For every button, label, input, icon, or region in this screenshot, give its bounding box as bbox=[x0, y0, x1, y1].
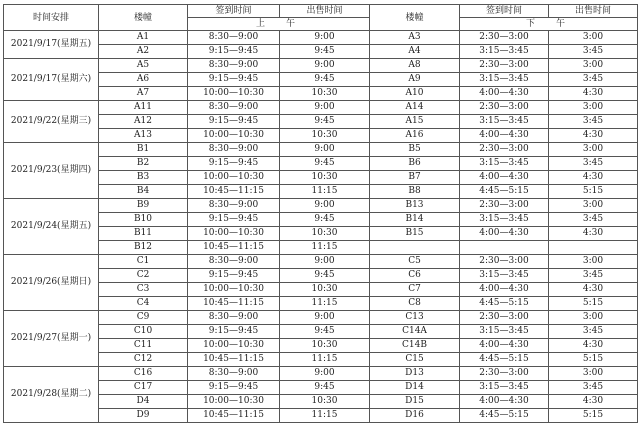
table-row bbox=[4, 185, 638, 199]
am-sale-time: 10:30 bbox=[280, 129, 370, 143]
pm-checkin-time: 4:45—5:15 bbox=[460, 409, 549, 423]
am-checkin-time: 9:15—9:45 bbox=[188, 325, 280, 339]
pm-sale-time: 5:15 bbox=[549, 297, 638, 311]
pm-sale-time: 5:15 bbox=[549, 185, 638, 199]
table-row bbox=[4, 73, 638, 87]
pm-building: D14 bbox=[370, 381, 460, 395]
pm-building: B5 bbox=[370, 143, 460, 157]
header-sale-pm: 出售时间 bbox=[549, 5, 638, 18]
pm-checkin-time: 2:30—3:00 bbox=[460, 101, 549, 115]
am-checkin-time: 8:30—9:00 bbox=[188, 101, 280, 115]
am-building: A13 bbox=[99, 129, 188, 143]
pm-building: A8 bbox=[370, 59, 460, 73]
pm-sale-time: 4:30 bbox=[549, 283, 638, 297]
am-checkin-time: 9:15—9:45 bbox=[188, 45, 280, 59]
am-building: D4 bbox=[99, 395, 188, 409]
date-cell: 2021/9/27(星期一) bbox=[4, 311, 99, 367]
header-building-am: 楼幢 bbox=[99, 5, 188, 31]
am-building: A12 bbox=[99, 115, 188, 129]
am-sale-time: 9:00 bbox=[280, 311, 370, 325]
am-building: C10 bbox=[99, 325, 188, 339]
pm-building: C15 bbox=[370, 353, 460, 367]
table-body bbox=[4, 31, 638, 423]
am-sale-time: 10:30 bbox=[280, 87, 370, 101]
pm-sale-time: 3:45 bbox=[549, 45, 638, 59]
am-building: C4 bbox=[99, 297, 188, 311]
date-cell: 2021/9/26(星期日) bbox=[4, 255, 99, 311]
pm-sale-time: 3:00 bbox=[549, 255, 638, 269]
header-building-pm: 楼幢 bbox=[370, 5, 460, 31]
am-sale-time: 9:45 bbox=[280, 73, 370, 87]
pm-building: A15 bbox=[370, 115, 460, 129]
pm-sale-time: 3:45 bbox=[549, 213, 638, 227]
am-building: A6 bbox=[99, 73, 188, 87]
pm-sale-time: 3:00 bbox=[549, 143, 638, 157]
am-checkin-time: 8:30—9:00 bbox=[188, 199, 280, 213]
am-sale-time: 9:45 bbox=[280, 381, 370, 395]
date-cell: 2021/9/23(星期四) bbox=[4, 143, 99, 199]
pm-sale-time: 4:30 bbox=[549, 227, 638, 241]
table-row bbox=[4, 129, 638, 143]
pm-building: B6 bbox=[370, 157, 460, 171]
pm-checkin-time: 3:15—3:45 bbox=[460, 381, 549, 395]
schedule-table bbox=[3, 4, 638, 423]
pm-checkin-time: 3:15—3:45 bbox=[460, 269, 549, 283]
am-sale-time: 9:00 bbox=[280, 199, 370, 213]
pm-building: A3 bbox=[370, 31, 460, 45]
pm-checkin-time: 4:45—5:15 bbox=[460, 353, 549, 367]
pm-sale-time: 5:15 bbox=[549, 409, 638, 423]
am-building: B1 bbox=[99, 143, 188, 157]
pm-sale-time: 3:00 bbox=[549, 31, 638, 45]
table-row bbox=[4, 143, 638, 157]
am-checkin-time: 10:00—10:30 bbox=[188, 171, 280, 185]
pm-sale-time: 5:15 bbox=[549, 353, 638, 367]
pm-checkin-time: 4:45—5:15 bbox=[460, 297, 549, 311]
pm-checkin-time: 2:30—3:00 bbox=[460, 255, 549, 269]
am-checkin-time: 9:15—9:45 bbox=[188, 115, 280, 129]
table-row bbox=[4, 199, 638, 213]
am-building: B2 bbox=[99, 157, 188, 171]
am-sale-time: 9:45 bbox=[280, 45, 370, 59]
pm-sale-time: 3:45 bbox=[549, 73, 638, 87]
pm-checkin-time: 4:00—4:30 bbox=[460, 339, 549, 353]
date-cell: 2021/9/24(星期五) bbox=[4, 199, 99, 255]
am-building: C12 bbox=[99, 353, 188, 367]
table-row bbox=[4, 409, 638, 423]
am-checkin-time: 10:45—11:15 bbox=[188, 353, 280, 367]
pm-checkin-time: 4:00—4:30 bbox=[460, 283, 549, 297]
table-header bbox=[4, 5, 638, 31]
am-checkin-time: 9:15—9:45 bbox=[188, 269, 280, 283]
table-row bbox=[4, 101, 638, 115]
am-sale-time: 10:30 bbox=[280, 339, 370, 353]
am-sale-time: 9:00 bbox=[280, 59, 370, 73]
header-morning: 上 午 bbox=[188, 18, 370, 31]
am-building: B12 bbox=[99, 241, 188, 255]
pm-sale-time: 3:45 bbox=[549, 115, 638, 129]
date-cell: 2021/9/22(星期三) bbox=[4, 101, 99, 143]
am-building: C2 bbox=[99, 269, 188, 283]
am-building: C3 bbox=[99, 283, 188, 297]
am-checkin-time: 8:30—9:00 bbox=[188, 311, 280, 325]
am-checkin-time: 8:30—9:00 bbox=[188, 367, 280, 381]
am-building: A5 bbox=[99, 59, 188, 73]
am-checkin-time: 10:45—11:15 bbox=[188, 185, 280, 199]
am-sale-time: 9:45 bbox=[280, 115, 370, 129]
table-row bbox=[4, 157, 638, 171]
pm-sale-time: 3:00 bbox=[549, 199, 638, 213]
pm-checkin-time: 3:15—3:45 bbox=[460, 213, 549, 227]
am-checkin-time: 10:45—11:15 bbox=[188, 241, 280, 255]
am-sale-time: 11:15 bbox=[280, 297, 370, 311]
am-sale-time: 9:00 bbox=[280, 255, 370, 269]
pm-sale-time: 3:00 bbox=[549, 59, 638, 73]
am-building: B10 bbox=[99, 213, 188, 227]
pm-building: D15 bbox=[370, 395, 460, 409]
pm-building: C14A bbox=[370, 325, 460, 339]
pm-building: B15 bbox=[370, 227, 460, 241]
am-checkin-time: 10:00—10:30 bbox=[188, 227, 280, 241]
header-afternoon: 下 午 bbox=[460, 18, 638, 31]
date-cell: 2021/9/17(星期六) bbox=[4, 59, 99, 101]
pm-sale-time: 4:30 bbox=[549, 395, 638, 409]
table-row bbox=[4, 325, 638, 339]
pm-checkin-time: 3:15—3:45 bbox=[460, 73, 549, 87]
table-row bbox=[4, 59, 638, 73]
pm-checkin-time bbox=[460, 241, 549, 255]
am-checkin-time: 8:30—9:00 bbox=[188, 255, 280, 269]
am-sale-time: 11:15 bbox=[280, 185, 370, 199]
am-building: B3 bbox=[99, 171, 188, 185]
pm-checkin-time: 4:00—4:30 bbox=[460, 171, 549, 185]
pm-building: B8 bbox=[370, 185, 460, 199]
am-building: A2 bbox=[99, 45, 188, 59]
pm-sale-time: 4:30 bbox=[549, 171, 638, 185]
am-checkin-time: 9:15—9:45 bbox=[188, 73, 280, 87]
pm-building: D16 bbox=[370, 409, 460, 423]
table-row bbox=[4, 297, 638, 311]
am-checkin-time: 8:30—9:00 bbox=[188, 31, 280, 45]
am-sale-time: 11:15 bbox=[280, 409, 370, 423]
pm-checkin-time: 4:00—4:30 bbox=[460, 129, 549, 143]
am-building: A7 bbox=[99, 87, 188, 101]
date-cell: 2021/9/17(星期五) bbox=[4, 31, 99, 59]
pm-sale-time: 4:30 bbox=[549, 339, 638, 353]
am-checkin-time: 8:30—9:00 bbox=[188, 143, 280, 157]
am-sale-time: 9:45 bbox=[280, 269, 370, 283]
table-row bbox=[4, 31, 638, 45]
am-checkin-time: 9:15—9:45 bbox=[188, 213, 280, 227]
pm-building: C7 bbox=[370, 283, 460, 297]
am-sale-time: 10:30 bbox=[280, 227, 370, 241]
am-building: B9 bbox=[99, 199, 188, 213]
table-row bbox=[4, 311, 638, 325]
table-row bbox=[4, 269, 638, 283]
am-checkin-time: 10:00—10:30 bbox=[188, 87, 280, 101]
am-checkin-time: 10:00—10:30 bbox=[188, 339, 280, 353]
am-checkin-time: 10:45—11:15 bbox=[188, 297, 280, 311]
am-sale-time: 9:00 bbox=[280, 143, 370, 157]
header-checkin-am: 签到时间 bbox=[188, 5, 280, 18]
pm-building bbox=[370, 241, 460, 255]
am-sale-time: 9:00 bbox=[280, 101, 370, 115]
header-date: 时间安排 bbox=[4, 5, 99, 31]
pm-building: A16 bbox=[370, 129, 460, 143]
table-row bbox=[4, 87, 638, 101]
pm-building: A4 bbox=[370, 45, 460, 59]
pm-checkin-time: 4:00—4:30 bbox=[460, 227, 549, 241]
am-building: C11 bbox=[99, 339, 188, 353]
am-checkin-time: 9:15—9:45 bbox=[188, 381, 280, 395]
pm-checkin-time: 3:15—3:45 bbox=[460, 115, 549, 129]
table-row bbox=[4, 339, 638, 353]
am-building: A1 bbox=[99, 31, 188, 45]
pm-building: C5 bbox=[370, 255, 460, 269]
pm-checkin-time: 2:30—3:00 bbox=[460, 367, 549, 381]
pm-checkin-time: 3:15—3:45 bbox=[460, 157, 549, 171]
am-sale-time: 9:45 bbox=[280, 213, 370, 227]
am-building: C16 bbox=[99, 367, 188, 381]
table-row bbox=[4, 283, 638, 297]
pm-building: C6 bbox=[370, 269, 460, 283]
pm-checkin-time: 3:15—3:45 bbox=[460, 325, 549, 339]
pm-building: A14 bbox=[370, 101, 460, 115]
pm-checkin-time: 2:30—3:00 bbox=[460, 31, 549, 45]
header-sale-am: 出售时间 bbox=[280, 5, 370, 18]
pm-sale-time: 3:45 bbox=[549, 325, 638, 339]
pm-sale-time: 3:45 bbox=[549, 381, 638, 395]
am-sale-time: 11:15 bbox=[280, 353, 370, 367]
am-sale-time: 9:00 bbox=[280, 31, 370, 45]
am-checkin-time: 10:00—10:30 bbox=[188, 395, 280, 409]
pm-checkin-time: 2:30—3:00 bbox=[460, 59, 549, 73]
am-building: C1 bbox=[99, 255, 188, 269]
pm-building: B14 bbox=[370, 213, 460, 227]
am-sale-time: 9:00 bbox=[280, 367, 370, 381]
pm-building: B13 bbox=[370, 199, 460, 213]
pm-checkin-time: 4:45—5:15 bbox=[460, 185, 549, 199]
pm-sale-time: 4:30 bbox=[549, 87, 638, 101]
table-row bbox=[4, 241, 638, 255]
am-checkin-time: 10:00—10:30 bbox=[188, 129, 280, 143]
pm-checkin-time: 4:00—4:30 bbox=[460, 87, 549, 101]
pm-sale-time: 3:45 bbox=[549, 269, 638, 283]
am-sale-time: 10:30 bbox=[280, 171, 370, 185]
am-checkin-time: 10:45—11:15 bbox=[188, 409, 280, 423]
am-building: D9 bbox=[99, 409, 188, 423]
pm-building: B7 bbox=[370, 171, 460, 185]
table-row bbox=[4, 171, 638, 185]
table-row bbox=[4, 353, 638, 367]
am-checkin-time: 8:30—9:00 bbox=[188, 59, 280, 73]
header-checkin-pm: 签到时间 bbox=[460, 5, 549, 18]
am-building: B4 bbox=[99, 185, 188, 199]
pm-sale-time bbox=[549, 241, 638, 255]
table-row bbox=[4, 395, 638, 409]
pm-sale-time: 3:00 bbox=[549, 311, 638, 325]
table-row bbox=[4, 115, 638, 129]
table-row bbox=[4, 255, 638, 269]
pm-sale-time: 3:45 bbox=[549, 157, 638, 171]
am-checkin-time: 9:15—9:45 bbox=[188, 157, 280, 171]
pm-building: A10 bbox=[370, 87, 460, 101]
pm-checkin-time: 2:30—3:00 bbox=[460, 199, 549, 213]
am-sale-time: 10:30 bbox=[280, 395, 370, 409]
pm-building: C14B bbox=[370, 339, 460, 353]
pm-building: D13 bbox=[370, 367, 460, 381]
pm-checkin-time: 2:30—3:00 bbox=[460, 311, 549, 325]
am-building: B11 bbox=[99, 227, 188, 241]
am-building: A11 bbox=[99, 101, 188, 115]
table-row bbox=[4, 367, 638, 381]
table-row bbox=[4, 227, 638, 241]
pm-checkin-time: 3:15—3:45 bbox=[460, 45, 549, 59]
pm-checkin-time: 2:30—3:00 bbox=[460, 143, 549, 157]
pm-sale-time: 3:00 bbox=[549, 367, 638, 381]
pm-building: C8 bbox=[370, 297, 460, 311]
am-sale-time: 11:15 bbox=[280, 241, 370, 255]
table-row bbox=[4, 45, 638, 59]
pm-building: A9 bbox=[370, 73, 460, 87]
am-sale-time: 9:45 bbox=[280, 157, 370, 171]
table-row bbox=[4, 213, 638, 227]
am-building: C9 bbox=[99, 311, 188, 325]
date-cell: 2021/9/28(星期二) bbox=[4, 367, 99, 423]
pm-sale-time: 4:30 bbox=[549, 129, 638, 143]
am-sale-time: 9:45 bbox=[280, 325, 370, 339]
am-sale-time: 10:30 bbox=[280, 283, 370, 297]
am-checkin-time: 10:00—10:30 bbox=[188, 283, 280, 297]
pm-building: C13 bbox=[370, 311, 460, 325]
am-building: C17 bbox=[99, 381, 188, 395]
pm-checkin-time: 4:00—4:30 bbox=[460, 395, 549, 409]
table-row bbox=[4, 381, 638, 395]
pm-sale-time: 3:00 bbox=[549, 101, 638, 115]
